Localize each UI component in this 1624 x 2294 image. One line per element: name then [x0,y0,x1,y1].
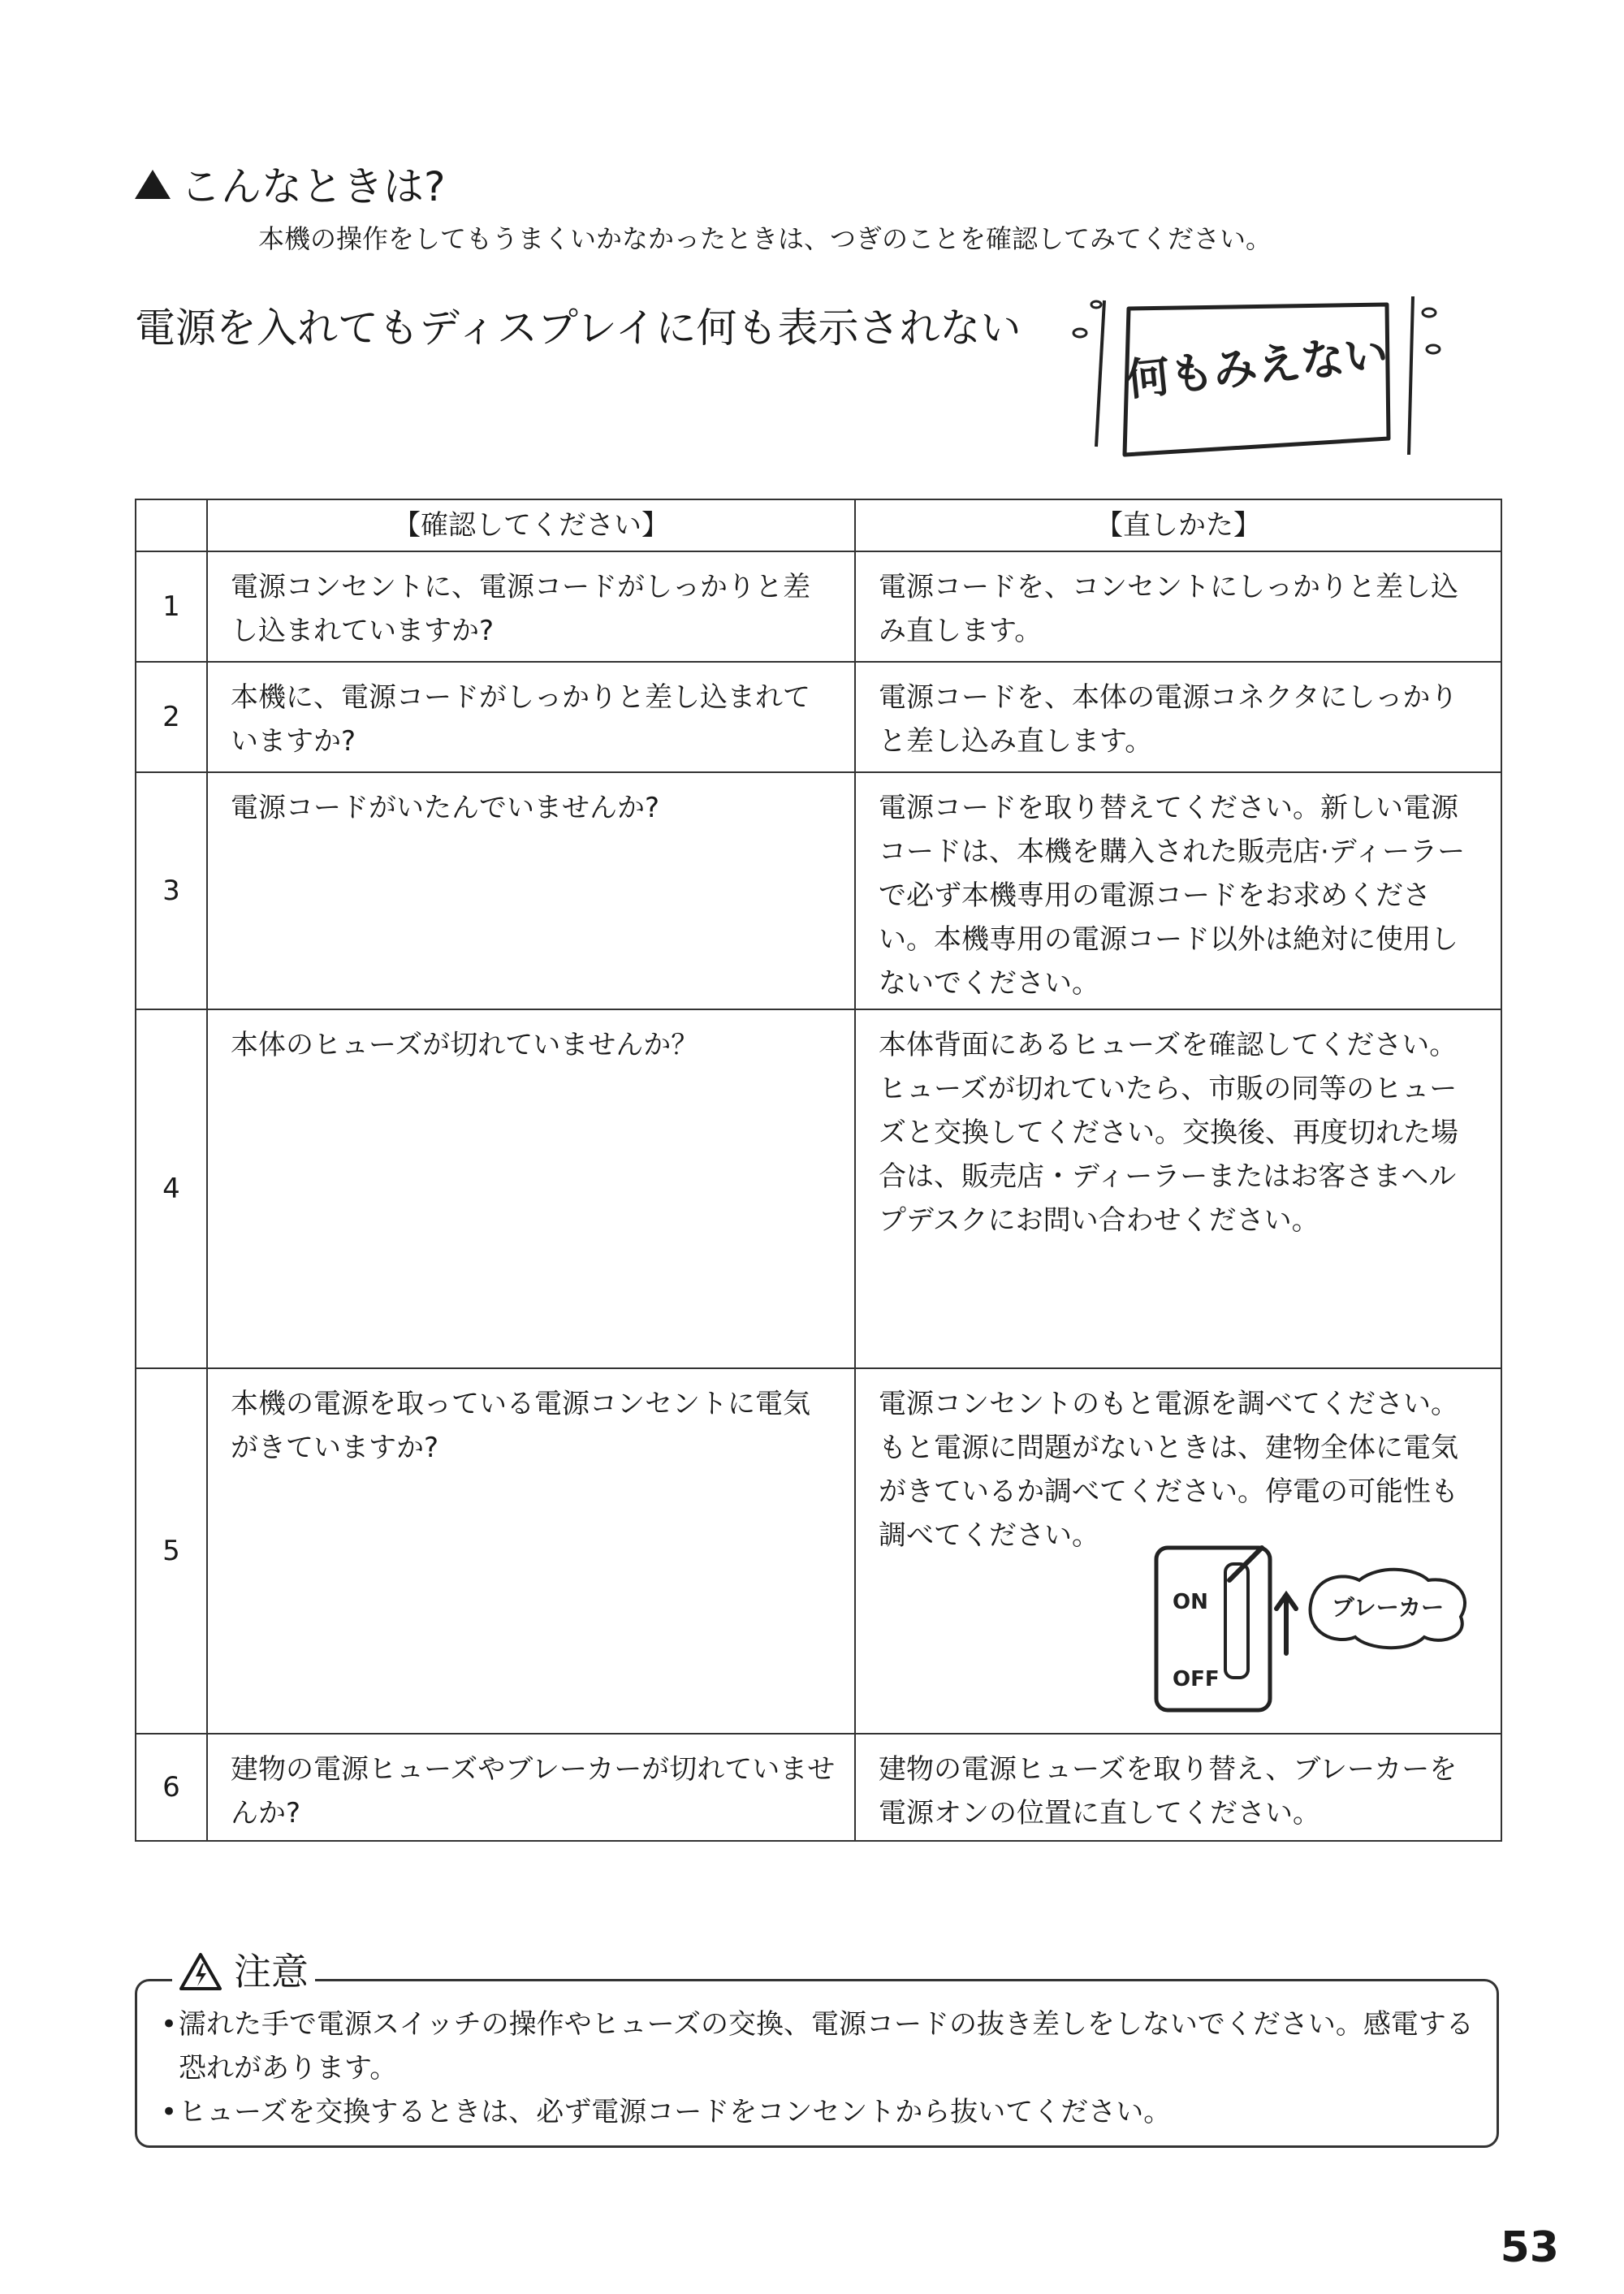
list-item: • 濡れた手で電源スイッチの操作やヒューズの交換、電源コードの抜き差しをしないでください。感電する恐れがあります。 [159,2002,1475,2090]
on-label: ON [1173,1590,1208,1614]
breaker-switch-illustration [1148,1531,1473,1718]
off-label: OFF [1173,1667,1220,1691]
row-fix: 本体背面にあるヒューズを確認してください。ヒューズが切れていたら、市販の同等のヒューズと交換してください。交換後、再度切れた場合は、販売店・ディーラーまたはお客さまヘルプデスクにお問い合わせください。 [855,1009,1501,1368]
caution-title: 注意 [234,1950,309,1994]
header-fix: 【直しかた】 [855,499,1501,551]
triangle-marker-icon [135,170,171,199]
row-fix: 建物の電源ヒューズを取り替え、ブレーカーを電源オンの位置に直してください。 [855,1734,1501,1841]
bullet-icon: • [160,2008,178,2041]
row-number: 2 [136,662,207,772]
row-check: 電源コードがいたんでいませんか? [207,772,855,1009]
row-number: 5 [136,1368,207,1734]
caution-heading [172,1946,315,1998]
troubleshooting-table [135,499,1502,1842]
row-fix: 電源コンセントのもと電源を調べてください。もと電源に問題がないときは、建物全体に電気がきているか調べてください。停電の可能性も調べてください。 [879,1388,1458,1552]
row-number: 3 [136,772,207,1009]
bullet-icon: • [160,2096,178,2128]
row-check: 本機の電源を取っている電源コンセントに電気がきていますか? [207,1368,855,1734]
breaker-label: ブレーカー [1331,1594,1445,1621]
row-fix: 電源コードを取り替えてください。新しい電源コードは、本機を購入された販売店·ディーラーで必ず本機専用の電源コードをお求めください。本機専用の電源コード以外は絶対に使用しないでください。 [855,772,1501,1009]
row-number: 1 [136,551,207,662]
header-number [136,499,207,551]
illustration-caption: 何もみえない [1123,327,1391,406]
warning-icon [179,1952,222,1991]
table-row [136,1734,1501,1841]
row-check: 本体のヒューズが切れていませんか？ [207,1009,855,1368]
table-row [136,1009,1501,1368]
row-check: 建物の電源ヒューズやブレーカーが切れていませんか? [207,1734,855,1841]
row-fix-cell [855,1368,1501,1734]
row-number: 4 [136,1009,207,1368]
row-fix: 電源コードを、コンセントにしっかりと差し込み直します。 [855,551,1501,662]
table-row [136,1368,1501,1734]
row-number: 6 [136,1734,207,1841]
header-check: 【確認してください】 [207,499,855,551]
caution-list [159,2002,1475,2134]
nothing-shown-illustration [1064,284,1445,467]
section-title: こんなときは? [135,161,446,213]
row-fix: 電源コードを、本体の電源コネクタにしっかりと差し込み直します。 [855,662,1501,772]
table-row [136,662,1501,772]
intro-text: 本機の操作をしてもうまくいかなかったときは、つぎのことを確認してみてください。 [258,223,1272,254]
row-check: 本機に、電源コードがしっかりと差し込まれていますか? [207,662,855,772]
page-number: 53 [1500,2223,1559,2272]
list-item: • ヒューズを交換するときは、必ず電源コードをコンセントから抜いてください。 [159,2090,1475,2134]
row-check: 電源コンセントに、電源コードがしっかりと差し込まれていますか? [207,551,855,662]
table-header-row [136,499,1501,551]
table-row [136,551,1501,662]
table-row [136,772,1501,1009]
problem-title: 電源を入れてもディスプレイに何も表示されない [135,305,1021,352]
